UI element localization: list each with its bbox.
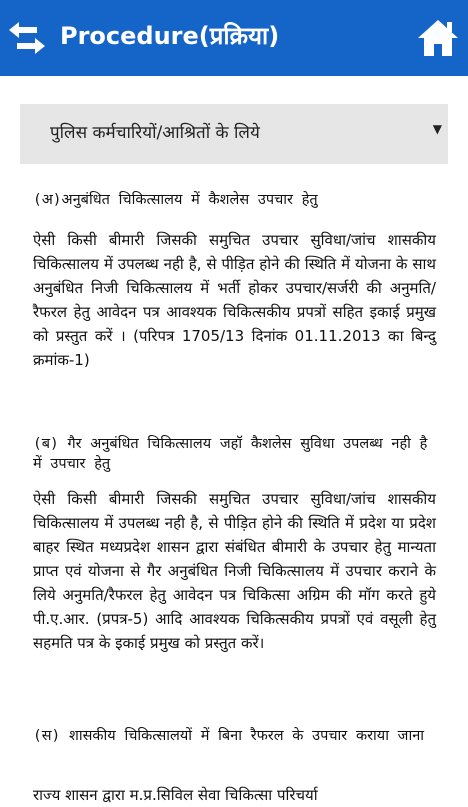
- page-title: Procedure(प्रक्रिया): [60, 22, 280, 50]
- section-body: राज्य शासन द्वारा म.प्र.सिविल सेवा चिकित्सा परिचर्या: [33, 786, 318, 804]
- home-icon[interactable]: [414, 14, 462, 62]
- section-heading: (ब) गैर अनुबंधित चिकित्सालय जहॉ कैशलेस सुविधा उपलब्ध नही है में उपचार हेतु: [33, 436, 428, 472]
- category-dropdown[interactable]: [20, 104, 448, 164]
- dropdown-selected-value: पुलिस कर्मचारियों/आश्रितों के लिये: [50, 123, 260, 143]
- section-heading: (अ)अनुबंधित चिकित्सालय में कैशलेस उपचार हेतु: [33, 192, 318, 208]
- section-body: ऐसी किसी बीमारी जिसकी समुचित उपचार सुविधा/जांच शासकीय चिकित्सालय में उपलब्ध नही है, से पीड़ित होने की स्थिति में योजना के साथ अनुबंधित निजी चिकित्सालय में भर्ती होकर उपचार/सर्जरी की अनुमति/रैफरल हेतु आवेदन पत्र आवश्यक चिकित्सकीय प्रपत्रों सहित इकाई प्रमुख को प्रस्तुत करें । (परिपत्र 1705/13 दिनांक 01.11.2013 का बिन्दु क्रमांक-1): [33, 231, 436, 369]
- dropdown-arrow-icon: ▼: [432, 122, 442, 136]
- swap-arrows-icon[interactable]: [6, 18, 48, 58]
- section-body: ऐसी किसी बीमारी जिसकी समुचित उपचार सुविधा/जांच शासकीय चिकित्सालय में उपलब्ध नही है, से पीड़ित होने की स्थिति में प्रदेश या प्रदेश बाहर स्थित मध्यप्रदेश शासन द्वारा संबंधित बीमारी के उपचार हेतु मान्यता प्राप्त एवं योजना से गैर अनुबंधित निजी चिकित्सालय में उपचार कराने के लिये अनुमति/रैफरल हेतु आवेदन पत्र चिकित्सा अग्रिम की मॉग करते हुये पी.ए.आर. (प्रपत्र-5) आदि आवश्यक चिकित्सकीय प्रपत्रों एवं वसूली हेतु सहमति पत्र के इकाई प्रमुख को प्रस्तुत करें।: [33, 490, 436, 652]
- app-bar: [0, 0, 468, 76]
- section-heading: (स) शासकीय चिकित्सालयों में बिना रैफरल के उपचार कराया जाना: [33, 728, 424, 744]
